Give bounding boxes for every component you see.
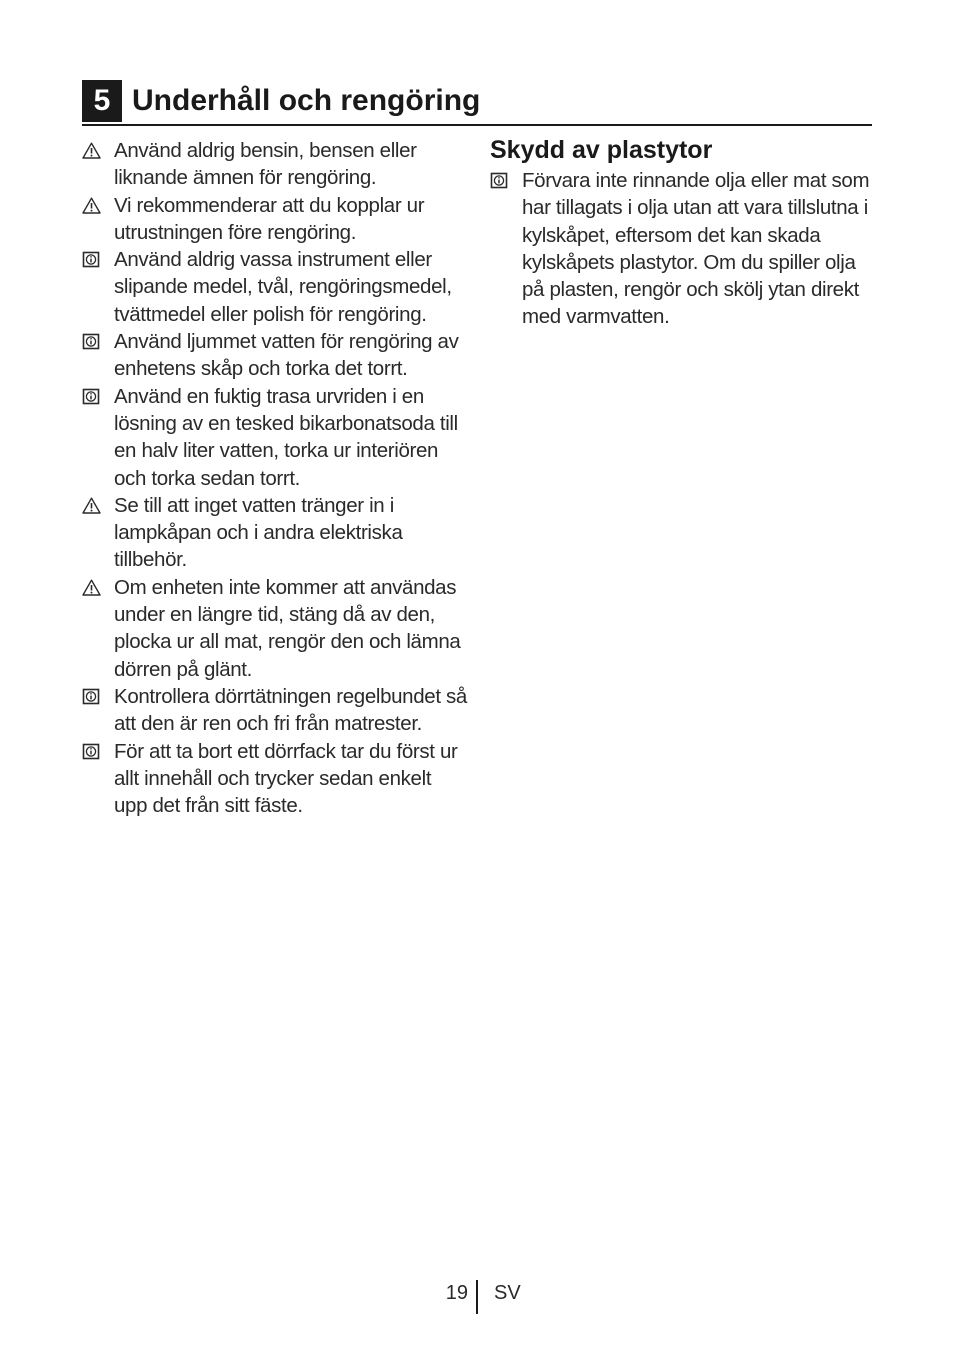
- list-item-text: Förvara inte rinnande olja eller mat som har tillagats i olja utan att vara tillslutna i kylskåpet, eftersom det kan skada kylskåpets plastytor. Om du spiller olja på plasten, rengör och skölj ytan direkt med varmvatten.: [522, 169, 870, 329]
- page-number: 19: [445, 1282, 468, 1304]
- list-item-text: För att ta bort ett dörrfack tar du först ur allt innehåll och trycker sedan enkelt upp det från sitt fäste.: [114, 739, 458, 818]
- page-title: Underhåll och rengöring: [132, 84, 481, 117]
- info-icon: [490, 172, 509, 189]
- subsection-title: Skydd av plastytor: [490, 136, 713, 164]
- list-item-text: Se till att inget vatten tränger in i lampkåpan och i andra elektriska tillbehör.: [114, 493, 403, 572]
- plastic-surfaces-list: [490, 167, 880, 331]
- section-heading: [82, 80, 872, 126]
- list-item-text: Använd aldrig bensin, bensen eller liknande ämnen för rengöring.: [114, 139, 417, 190]
- list-item: [82, 192, 467, 247]
- left-column: [82, 137, 467, 819]
- info-icon: [82, 251, 101, 268]
- language-code: SV: [494, 1282, 521, 1304]
- list-item-text: Använd ljummet vatten för rengöring av enhetens skåp och torka det torrt.: [114, 330, 459, 381]
- footer-divider: [476, 1280, 478, 1314]
- list-item: [82, 246, 467, 328]
- warning-icon: [82, 497, 101, 514]
- list-item: [82, 383, 467, 492]
- list-item: [82, 574, 467, 683]
- page-footer: [0, 1280, 954, 1316]
- info-icon: [82, 388, 101, 405]
- list-item: [82, 683, 467, 738]
- warning-icon: [82, 579, 101, 596]
- section-number: 5: [82, 80, 122, 122]
- list-item: [82, 137, 467, 192]
- list-item-text: Använd aldrig vassa instrument eller slipande medel, tvål, rengöringsmedel, tvättmedel eller polish för rengöring.: [114, 248, 452, 326]
- info-icon: [82, 743, 101, 760]
- warning-icon: [82, 197, 101, 214]
- maintenance-list: [82, 137, 467, 819]
- right-column: [490, 135, 880, 331]
- list-item-text: Vi rekommenderar att du kopplar ur utrustningen före rengöring.: [114, 193, 425, 244]
- list-item: [82, 738, 467, 820]
- list-item-text: Kontrollera dörrtätningen regelbundet så att den är ren och fri från matrester.: [114, 684, 467, 736]
- info-icon: [82, 333, 101, 350]
- list-item: [82, 492, 467, 574]
- warning-icon: [82, 142, 101, 159]
- list-item-text: Använd en fuktig trasa urvriden i en lösning av en tesked bikarbonatsoda till en halv liter vatten, torka ur interiören och torka sedan torrt.: [114, 384, 458, 490]
- list-item: [490, 167, 880, 331]
- list-item-text: Om enheten inte kommer att användas under en längre tid, stäng då av den, plocka ur all mat, rengör den och lämna dörren på glänt.: [114, 575, 461, 681]
- info-icon: [82, 688, 101, 705]
- list-item: [82, 328, 467, 383]
